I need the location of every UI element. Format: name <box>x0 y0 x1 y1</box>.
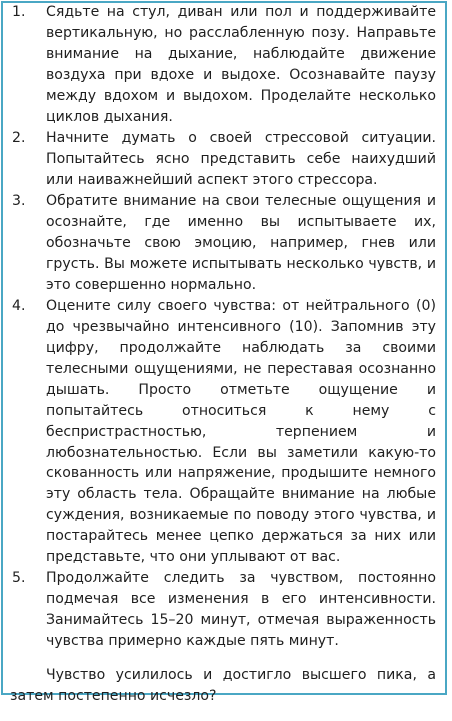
steps-list <box>10 2 436 652</box>
list-item <box>10 568 436 652</box>
step-number: 3. <box>12 193 26 210</box>
closing-question: Чувство усилилось и достигло высшего пика, а затем постепенно исчезло? <box>10 667 436 704</box>
step-text: Начните думать о своей стрессовой ситуации. Попытайтесь ясно представить себе наихудший или наиважнейший аспект этого стрессора. <box>46 129 436 188</box>
list-item <box>10 2 436 127</box>
step-number: 5. <box>12 570 26 587</box>
list-item <box>10 191 436 296</box>
instruction-text <box>10 2 436 721</box>
step-text: Сядьте на стул, диван или пол и поддерживайте вертикальную, но расслабленную позу. Направьте внимание на дыхание, наблюдайте движение воздуха при вдохе и выдохе. Осознавайте паузу между вдохом и выдохом. Проделайте несколько циклов дыхания. <box>46 4 436 125</box>
list-item <box>10 128 436 191</box>
step-text: Обратите внимание на свои телесные ощущения и осознайте, где именно вы испытываете их, обозначьте свою эмоцию, например, гнев или грусть. Вы можете испытывать несколько чувств, и это совершенно нормально. <box>46 193 436 293</box>
step-number: 4. <box>12 298 26 315</box>
step-text: Оцените силу своего чувства: от нейтрального (0) до чрезвычайно интенсивного (10). Запомнив эту цифру, продолжайте наблюдать за своими телесными ощущениями, не переставая осознанно дышать. Просто отметьте ощущение и попытайтесь относиться к нему с беспристрастностью, терпением и любознательностью. Если вы заметили какую-то скованность или напряжение, продышите немного эту область тела. Обращайте внимание на любые суждения, возникаемые по поводу этого чувства, и постарайтесь менее цепко держаться за них или представьте, что они уплывают от вас. <box>46 298 436 566</box>
step-text: Продолжайте следить за чувством, постоянно подмечая все изменения в его интенсивности. Занимайтесь 15–20 минут, отмечая выраженность чувства примерно каждые пять минут. <box>46 570 436 650</box>
list-item <box>10 296 436 568</box>
step-number: 1. <box>12 4 26 20</box>
step-number: 2. <box>12 129 26 146</box>
